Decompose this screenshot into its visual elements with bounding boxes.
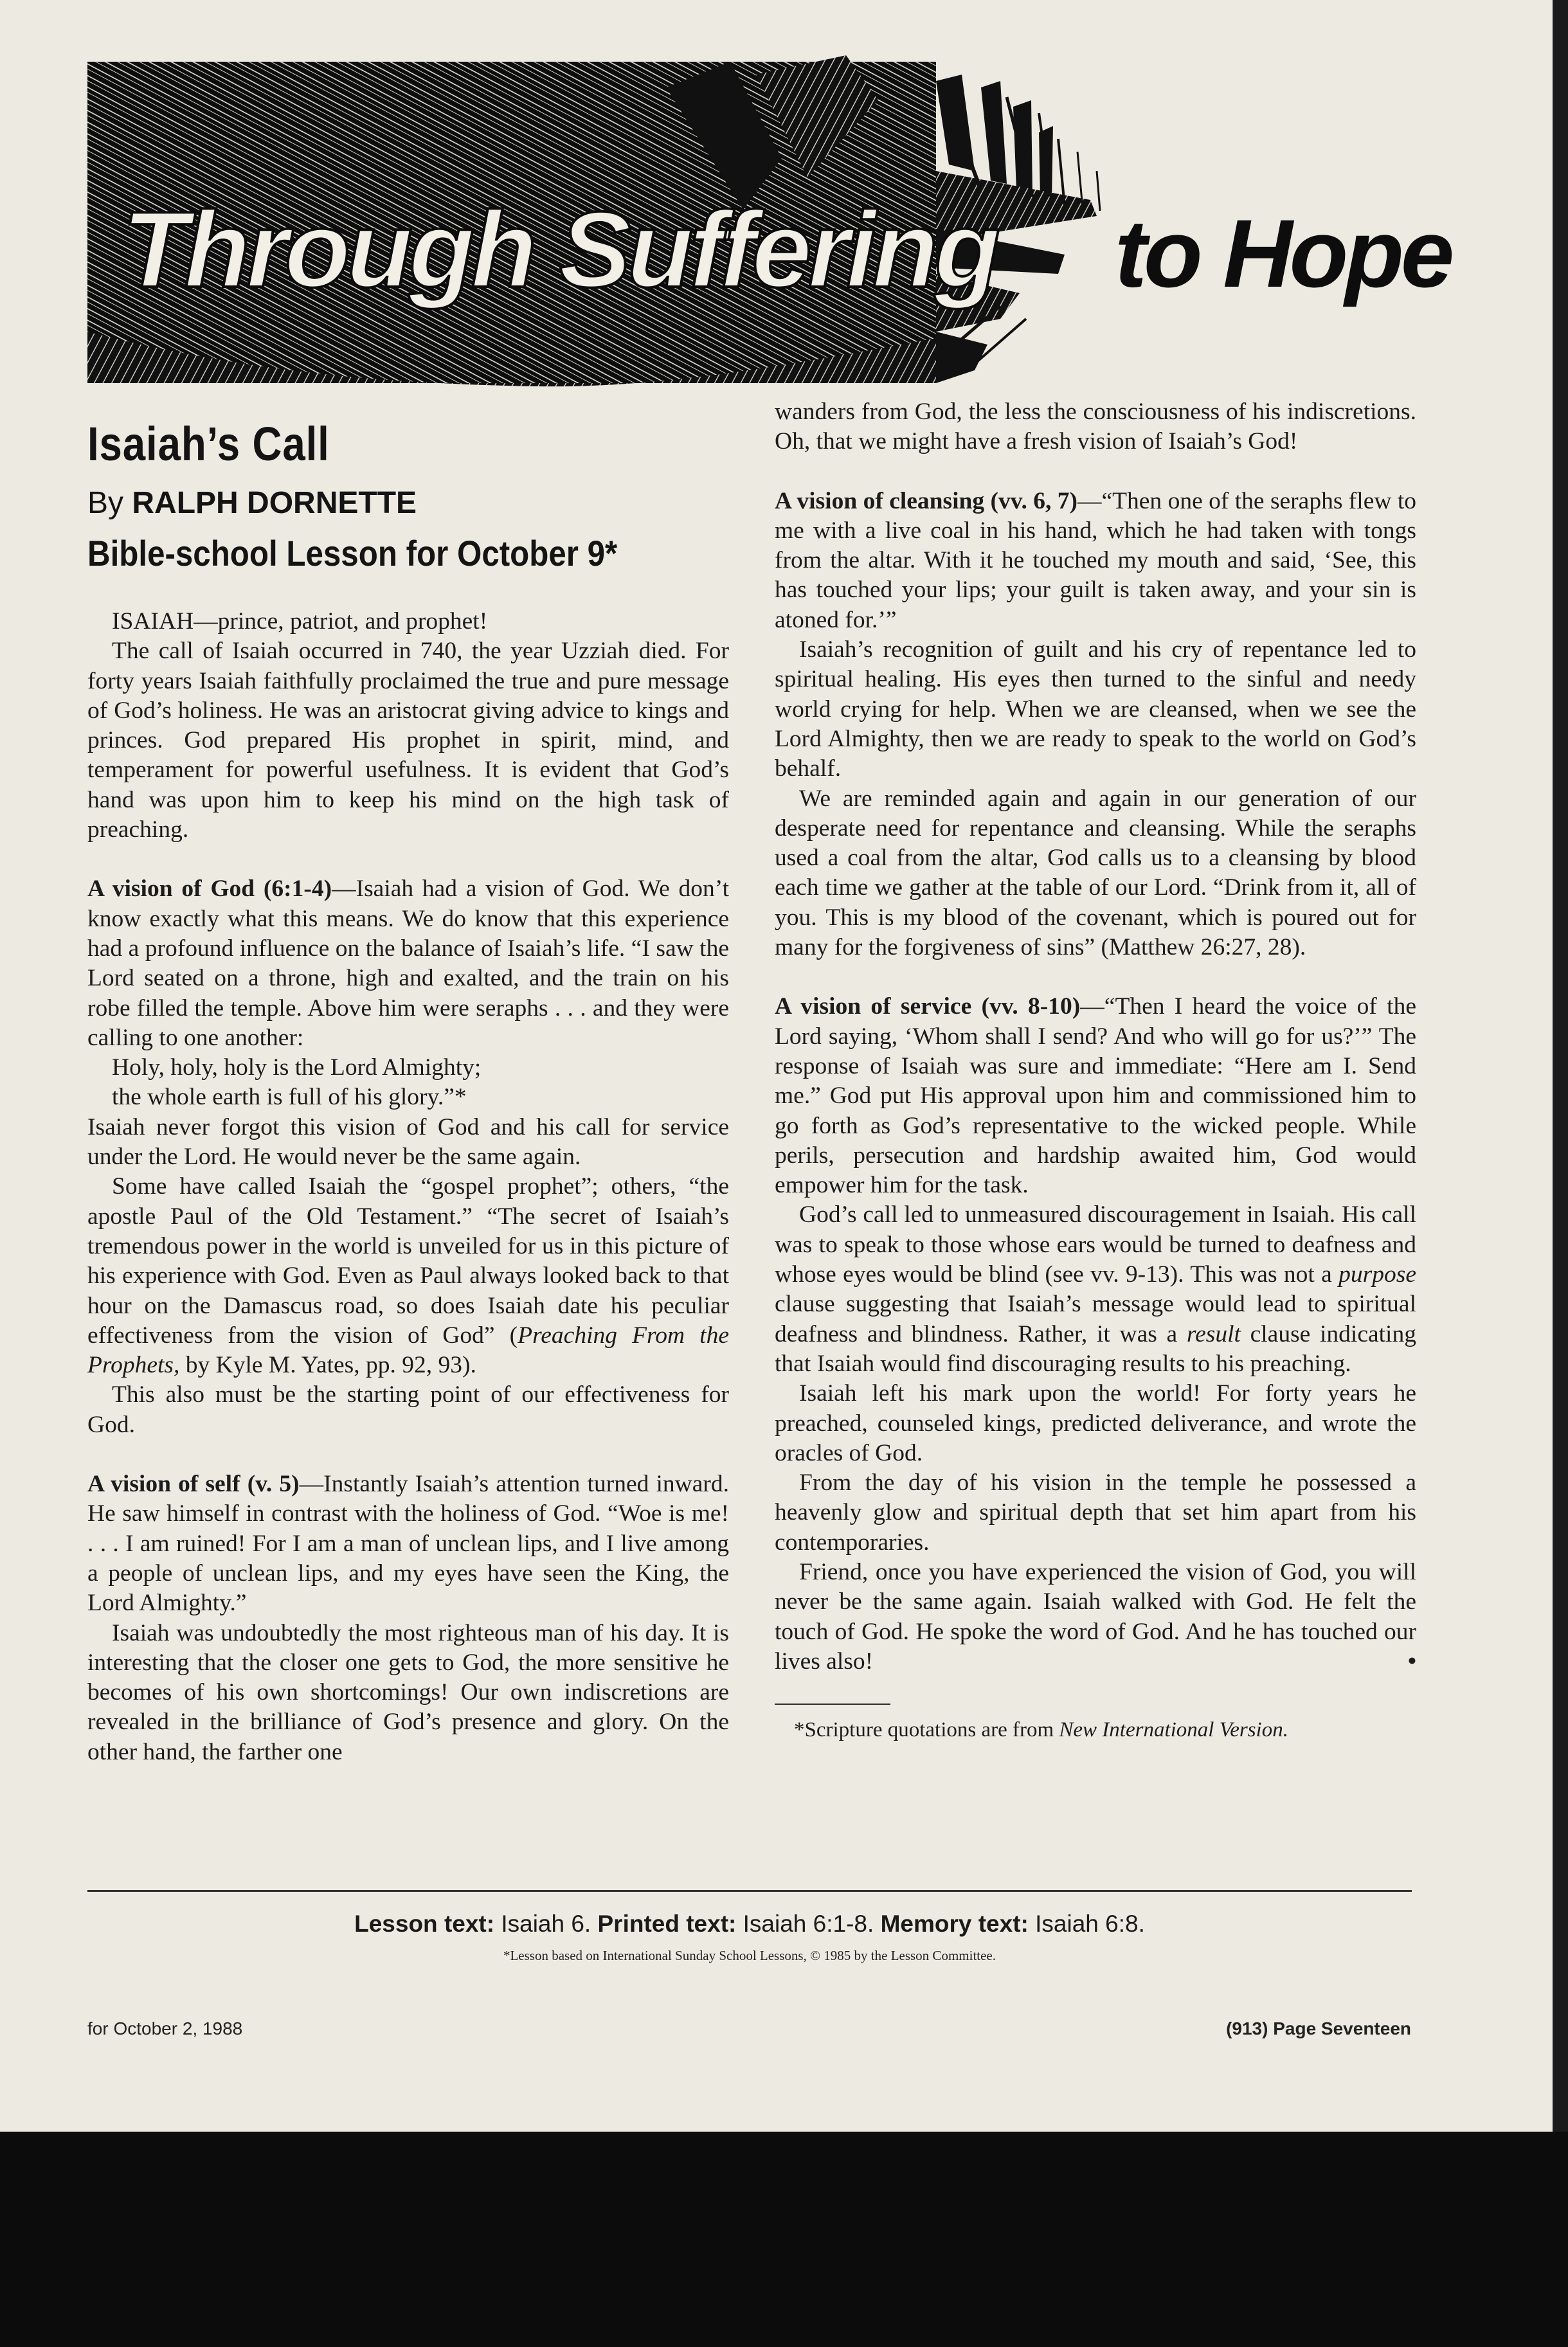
emphasis: purpose xyxy=(1338,1261,1416,1288)
title-banner xyxy=(87,62,1452,396)
text-run: by Kyle M. Yates, pp. 92, 93). xyxy=(179,1352,476,1379)
text-run: Friend, once you have experienced the vision of God, you will never be the same again. Isaiah walked with God. He felt the touch of God. He spoke the word of God. And he has touched our lives also! xyxy=(775,1558,1416,1675)
issue-date: for October 2, 1988 xyxy=(87,2019,243,2038)
paragraph: From the day of his vision in the temple he possessed a heavenly glow and spiritual depth that set him apart from his contemporaries. xyxy=(775,1470,1416,1556)
banner-illustration xyxy=(87,62,1452,396)
byline-prefix: By xyxy=(87,486,124,520)
section-vision-of-cleansing xyxy=(775,487,1416,635)
section-text: —“Then I heard the voice of the Lord saying, ‘Whom shall I send? And who will go for us?’” The response of Isaiah was sure and immediate: “Here am I. Send me.” God put His approval upon him and commissioned him to go forth as God’s representative to the wicked people. While perils, persecution and hardship awaited him, God would empower him for the task. xyxy=(775,993,1416,1199)
book-title: Preaching From the Prophets, xyxy=(87,1322,729,1379)
paragraph xyxy=(775,1558,1416,1677)
paragraph: This also must be the starting point of our effectiveness for God. xyxy=(87,1381,729,1438)
page-number: (913) Page Seventeen xyxy=(1226,2019,1411,2038)
paragraph: wanders from God, the less the consciousness of his indiscretions. Oh, that we might have a fresh vision of Isaiah’s God! xyxy=(775,399,1416,455)
paragraph: Isaiah was undoubtedly the most righteous man of his day. It is interesting that the closer one gets to God, the more sensitive he becomes of his own shortcomings! Our own indiscretions are revealed in the brilliance of God’s presence and glory. On the other hand, the farther one xyxy=(87,1619,729,1765)
memory-text-value: Isaiah 6:8. xyxy=(1035,1911,1145,1937)
emphasis: result xyxy=(1186,1320,1241,1347)
author-name: RALPH DORNETTE xyxy=(132,486,417,520)
section-vision-of-self xyxy=(87,1470,729,1618)
text-run: Some have called Isaiah the “gospel prophet”; others, “the apostle Paul of the Old Testament.” “The secret of Isaiah’s tremendous power in the world is unveiled for us in this picture of his experience with God. Even as Paul always looked back to that hour on the Damascus road, so does Isaiah date his peculiar effectiveness from the vision of God” ( xyxy=(87,1173,729,1349)
text-run: God’s call led to unmeasured discouragement in Isaiah. His call was to speak to those whose ears would be turned to deafness and whose eyes would be blind (see vv. 9-13). This was not a xyxy=(775,1201,1416,1288)
paragraph: Isaiah never forgot this vision of God and his call for service under the Lord. He would never be the same again. xyxy=(87,1113,729,1171)
title-through-suffering: Through Suffering xyxy=(122,189,997,310)
paragraph: Isaiah’s recognition of guilt and his cry of repentance led to spiritual healing. His eyes then turned to the sinful and needy world crying for help. When we are cleansed, when we see the Lord Almighty, then we are ready to speak to the world on God’s behalf. xyxy=(775,636,1416,782)
article-title: Isaiah’s Call xyxy=(87,417,330,471)
footnote-rule xyxy=(775,1704,890,1705)
lesson-subtitle: Bible-school Lesson for October 9* xyxy=(87,533,618,573)
title-to-hope: to Hope xyxy=(1115,199,1452,307)
lesson-text-line xyxy=(87,1911,1412,1938)
section-heading: A vision of cleansing (vv. 6, 7) xyxy=(775,487,1077,514)
right-column xyxy=(775,397,1416,1743)
paragraph: Isaiah left his mark upon the world! For forty years he preached, counseled kings, predicted deliverance, and wrote the oracles of God. xyxy=(775,1380,1416,1466)
version-name: New International Version. xyxy=(1059,1718,1288,1742)
paragraph xyxy=(775,1200,1416,1379)
text-run: *Scripture quotations are from xyxy=(794,1718,1059,1742)
lesson-text-label: Lesson text: xyxy=(354,1911,495,1937)
verse-line: the whole earth is full of his glory.”* xyxy=(112,1084,467,1111)
text-run: clause suggesting that Isaiah’s message would lead to spiritual deafness and blindness. Rather, it was a xyxy=(775,1291,1416,1347)
byline xyxy=(87,481,729,526)
section-heading: A vision of self (v. 5) xyxy=(87,1471,300,1498)
section-vision-of-service xyxy=(775,992,1416,1200)
lesson-text-value: Isaiah 6. xyxy=(501,1911,591,1937)
footer-rule xyxy=(87,1890,1412,1892)
end-mark: • xyxy=(1407,1648,1416,1675)
section-vision-of-god xyxy=(87,874,729,1053)
section-text: —Instantly Isaiah’s attention turned inward. He saw himself in contrast with the holiness of God. “Woe is me! . . . I am ruined! For I am a man of unclean lips, and I live among a people of unclean lips, and my eyes have seen the King, the Lord Almighty.” xyxy=(87,1471,729,1617)
section-heading: A vision of God (6:1-4) xyxy=(87,876,332,903)
text-run: clause indicating that Isaiah would find discouraging results to his preaching. xyxy=(775,1320,1416,1377)
left-column xyxy=(87,399,729,1767)
paragraph: The call of Isaiah occurred in 740, the year Uzziah died. For forty years Isaiah faithfully proclaimed the true and pure message of God’s holiness. He was an aristocrat giving advice to kings and princes. God prepared His prophet in spirit, mind, and temperament for powerful usefulness. It is evident that God’s hand was upon him to keep his mind on the high task of preaching. xyxy=(87,638,729,843)
section-text: —Isaiah had a vision of God. We don’t know exactly what this means. We do know that this experience had a profound influence on the balance of Isaiah’s life. “I saw the Lord seated on a throne, high and exalted, and the train on his robe filled the temple. Above him were seraphs . . . and they were calling to one another: xyxy=(87,876,730,1051)
printed-text-value: Isaiah 6:1-8. xyxy=(743,1911,874,1937)
paragraph: We are reminded again and again in our generation of our desperate need for repentance and cleansing. While the seraphs used a coal from the altar, God calls us to a cleansing by blood each time we gather at the table of our Lord. “Drink from it, all of you. This is my blood of the covenant, which is poured out for many for the forgiveness of sins” (Matthew 26:27, 28). xyxy=(775,785,1416,961)
printed-text-label: Printed text: xyxy=(597,1911,737,1937)
paragraph xyxy=(87,1172,729,1380)
section-text: —“Then one of the seraphs flew to me with a live coal in his hand, which he had taken with tongs from the altar. With it he touched my mouth and said, ‘See, this has touched your lips; your guilt is taken away, and your sin is atoned for.’” xyxy=(775,487,1416,633)
section-heading: A vision of service (vv. 8-10) xyxy=(775,993,1081,1020)
lesson-copyright-note: *Lesson based on International Sunday School Lessons, © 1985 by the Lesson Committee. xyxy=(503,1948,996,1963)
paragraph: ISAIAH—prince, patriot, and prophet! xyxy=(112,608,488,634)
verse-line: Holy, holy, holy is the Lord Almighty; xyxy=(112,1054,482,1081)
memory-text-label: Memory text: xyxy=(880,1911,1029,1937)
footnote xyxy=(775,1716,1416,1743)
